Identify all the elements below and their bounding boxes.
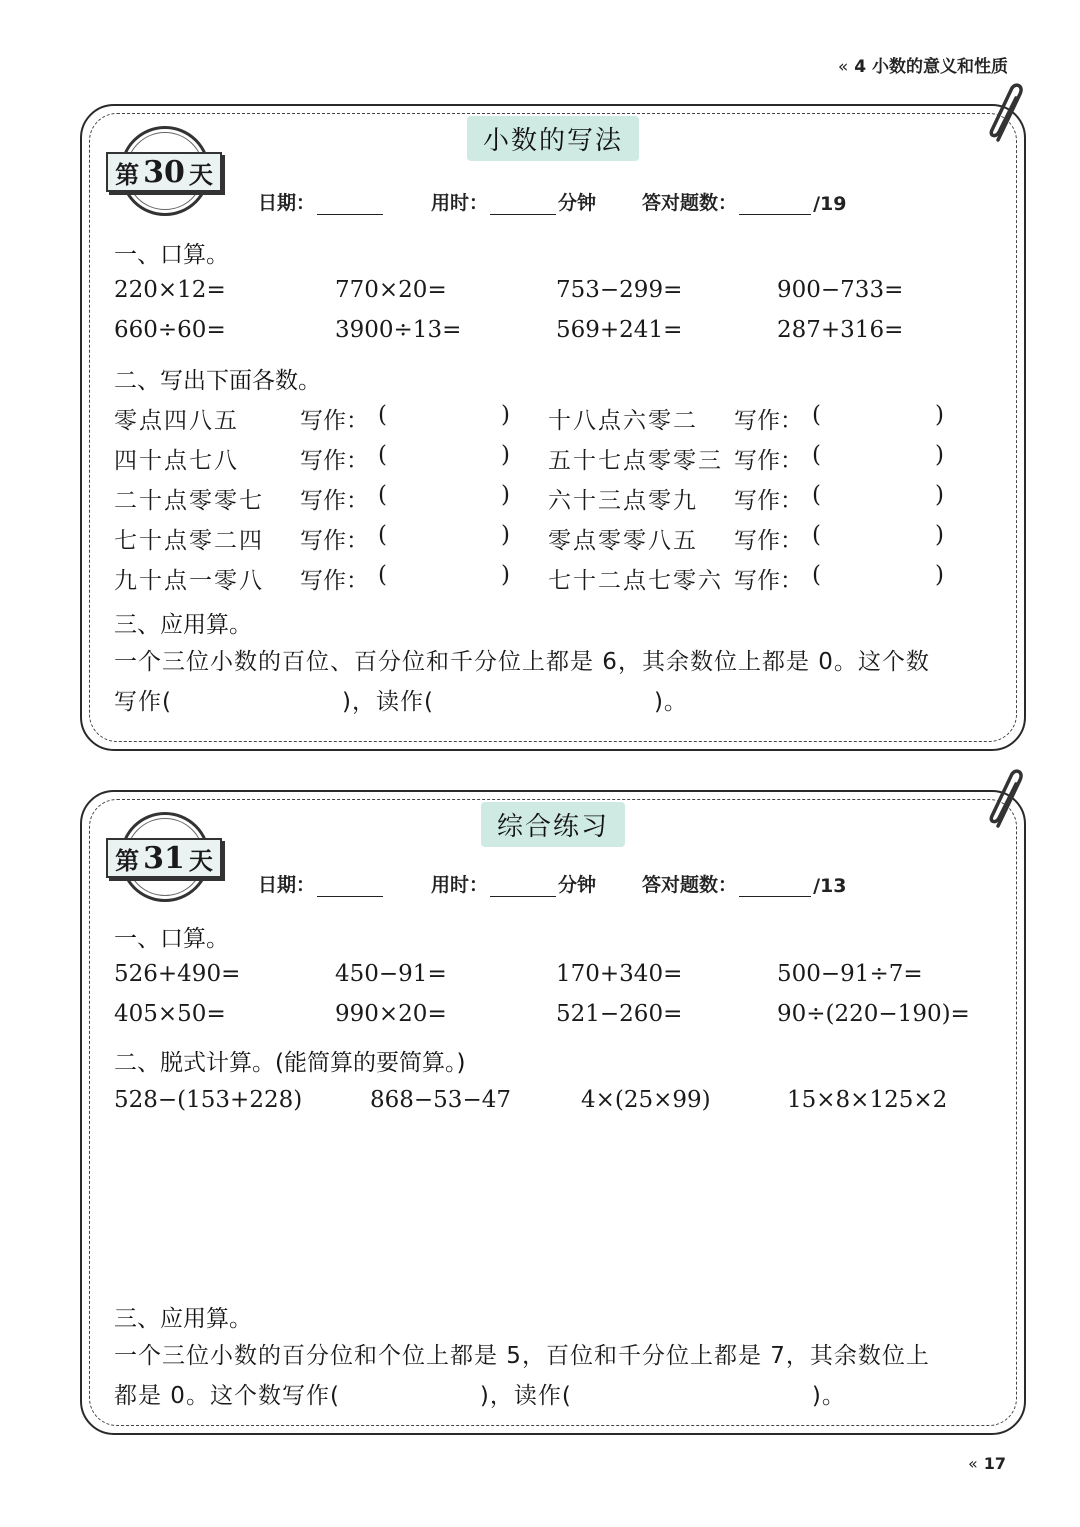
day31-oral-grid bbox=[114, 954, 1004, 1034]
problem: 521−260= bbox=[556, 1001, 683, 1027]
problem: 450−91= bbox=[335, 961, 447, 987]
write-label: 写作： bbox=[734, 447, 803, 474]
table-row bbox=[114, 994, 1004, 1034]
day31-sec3-heading: 三、应用算。 bbox=[114, 1306, 252, 1332]
day30-write-list bbox=[114, 398, 982, 598]
time-blank[interactable] bbox=[490, 876, 556, 897]
badge-prefix: 第 bbox=[115, 159, 140, 189]
score-total: /19 bbox=[813, 193, 847, 215]
answer-blank[interactable]: ( ) bbox=[812, 561, 944, 588]
day30-sec3-heading: 三、应用算。 bbox=[114, 612, 252, 638]
answer-blank[interactable]: ( ) bbox=[378, 481, 510, 508]
day31-calc-row bbox=[114, 1080, 1004, 1120]
badge-plate bbox=[106, 838, 222, 878]
problem: 287+316= bbox=[777, 317, 904, 343]
cn-number: 零点零零八五 bbox=[548, 527, 698, 554]
badge-suffix: 天 bbox=[188, 159, 213, 189]
badge-number: 31 bbox=[143, 840, 185, 876]
day31-word-problem bbox=[114, 1336, 1004, 1416]
answer-blank[interactable]: ( ) bbox=[812, 401, 944, 428]
problem: 900−733= bbox=[777, 277, 904, 303]
day30-oral-grid bbox=[114, 270, 1004, 350]
paperclip-icon bbox=[980, 766, 1032, 834]
work-area[interactable] bbox=[114, 1122, 994, 1292]
score-blank[interactable] bbox=[739, 876, 811, 897]
date-label: 日期： bbox=[258, 192, 316, 214]
problem: 500−91÷7= bbox=[777, 961, 923, 987]
score-label: 答对题数： bbox=[642, 192, 738, 214]
day30-badge bbox=[106, 126, 224, 222]
paperclip-icon bbox=[980, 80, 1032, 148]
list-item bbox=[114, 558, 982, 598]
problem: 660÷60= bbox=[114, 317, 226, 343]
score-blank[interactable] bbox=[739, 194, 811, 215]
answer-blank[interactable]: ( ) bbox=[812, 481, 944, 508]
date-blank[interactable] bbox=[317, 876, 383, 897]
write-label: 写作： bbox=[300, 527, 369, 554]
answer-blank[interactable]: ( ) bbox=[378, 561, 510, 588]
score-label: 答对题数： bbox=[642, 874, 738, 896]
answer-blank[interactable]: ( ) bbox=[378, 521, 510, 548]
page-number bbox=[968, 1454, 1006, 1473]
table-row bbox=[114, 270, 1004, 310]
write-label: 写作： bbox=[300, 447, 369, 474]
day30-title: 小数的写法 bbox=[467, 116, 639, 161]
cn-number: 十八点六零二 bbox=[548, 407, 698, 434]
answer-blank[interactable]: ( ) bbox=[378, 401, 510, 428]
calc-problem: 528−(153+228) bbox=[114, 1087, 303, 1113]
write-label: 写作： bbox=[734, 487, 803, 514]
list-item bbox=[114, 478, 982, 518]
cn-number: 五十七点零零三 bbox=[548, 447, 723, 474]
time-label: 用时： bbox=[431, 874, 489, 896]
problem-line-1: 一个三位小数的百位、百分位和千分位上都是 6，其余数位上都是 0。这个数 bbox=[114, 649, 930, 675]
badge-prefix: 第 bbox=[115, 845, 140, 875]
cn-number: 九十点一零八 bbox=[114, 567, 264, 594]
day30-word-problem bbox=[114, 642, 1004, 722]
problem: 220×12= bbox=[114, 277, 226, 303]
problem-line-1: 一个三位小数的百分位和个位上都是 5，百位和千分位上都是 7，其余数位上 bbox=[114, 1343, 930, 1369]
problem: 526+490= bbox=[114, 961, 241, 987]
date-blank[interactable] bbox=[317, 194, 383, 215]
cn-number: 零点四八五 bbox=[114, 407, 239, 434]
calc-problem: 868−53−47 bbox=[370, 1087, 511, 1113]
chapter-arrow-icon: « bbox=[837, 57, 849, 77]
badge-plate bbox=[106, 152, 222, 192]
date-label: 日期： bbox=[258, 874, 316, 896]
write-label: 写作： bbox=[300, 487, 369, 514]
time-blank[interactable] bbox=[490, 194, 556, 215]
time-unit: 分钟 bbox=[558, 874, 597, 896]
cn-number: 二十点零零七 bbox=[114, 487, 264, 514]
problem: 753−299= bbox=[556, 277, 683, 303]
day31-sec1-heading: 一、口算。 bbox=[114, 926, 229, 952]
calc-problem: 4×(25×99) bbox=[581, 1087, 711, 1113]
write-label: 写作： bbox=[300, 407, 369, 434]
day31-title: 综合练习 bbox=[481, 802, 625, 847]
calc-problem: 15×8×125×2 bbox=[787, 1087, 948, 1113]
list-item bbox=[114, 518, 982, 558]
badge-suffix: 天 bbox=[188, 845, 213, 875]
problem-line-2: 都是 0。这个数写作( )，读作( )。 bbox=[114, 1383, 846, 1409]
badge-number: 30 bbox=[143, 154, 185, 190]
table-row bbox=[114, 954, 1004, 994]
problem: 3900÷13= bbox=[335, 317, 462, 343]
time-unit: 分钟 bbox=[558, 192, 597, 214]
chapter-header bbox=[838, 52, 1008, 77]
write-label: 写作： bbox=[734, 567, 803, 594]
write-label: 写作： bbox=[734, 527, 803, 554]
answer-blank[interactable]: ( ) bbox=[812, 441, 944, 468]
day31-badge bbox=[106, 812, 224, 908]
score-total: /13 bbox=[813, 875, 847, 897]
write-label: 写作： bbox=[300, 567, 369, 594]
page-arrow-icon: « bbox=[967, 1454, 978, 1473]
cn-number: 七十二点七零六 bbox=[548, 567, 723, 594]
table-row bbox=[114, 310, 1004, 350]
problem: 770×20= bbox=[335, 277, 447, 303]
page-number-value: 17 bbox=[983, 1454, 1006, 1473]
day30-sec2-heading: 二、写出下面各数。 bbox=[114, 368, 321, 394]
list-item bbox=[114, 398, 982, 438]
write-label: 写作： bbox=[734, 407, 803, 434]
problem: 405×50= bbox=[114, 1001, 226, 1027]
cn-number: 四十点七八 bbox=[114, 447, 239, 474]
day31-meta bbox=[258, 870, 892, 897]
day31-sec2-heading: 二、脱式计算。(能简算的要简算。) bbox=[114, 1050, 466, 1076]
list-item bbox=[114, 438, 982, 478]
day31-card bbox=[80, 790, 1026, 1435]
cn-number: 六十三点零九 bbox=[548, 487, 698, 514]
problem: 90÷(220−190)= bbox=[777, 1001, 970, 1027]
answer-blank[interactable]: ( ) bbox=[812, 521, 944, 548]
day30-card bbox=[80, 104, 1026, 751]
problem: 990×20= bbox=[335, 1001, 447, 1027]
problem: 170+340= bbox=[556, 961, 683, 987]
problem-line-2: 写作( )，读作( )。 bbox=[114, 689, 688, 715]
day30-meta bbox=[258, 188, 892, 215]
chapter-title: 4 小数的意义和性质 bbox=[854, 57, 1008, 77]
problem: 569+241= bbox=[556, 317, 683, 343]
table-row bbox=[114, 1080, 1004, 1120]
time-label: 用时： bbox=[431, 192, 489, 214]
answer-blank[interactable]: ( ) bbox=[378, 441, 510, 468]
cn-number: 七十点零二四 bbox=[114, 527, 264, 554]
day30-sec1-heading: 一、口算。 bbox=[114, 242, 229, 268]
